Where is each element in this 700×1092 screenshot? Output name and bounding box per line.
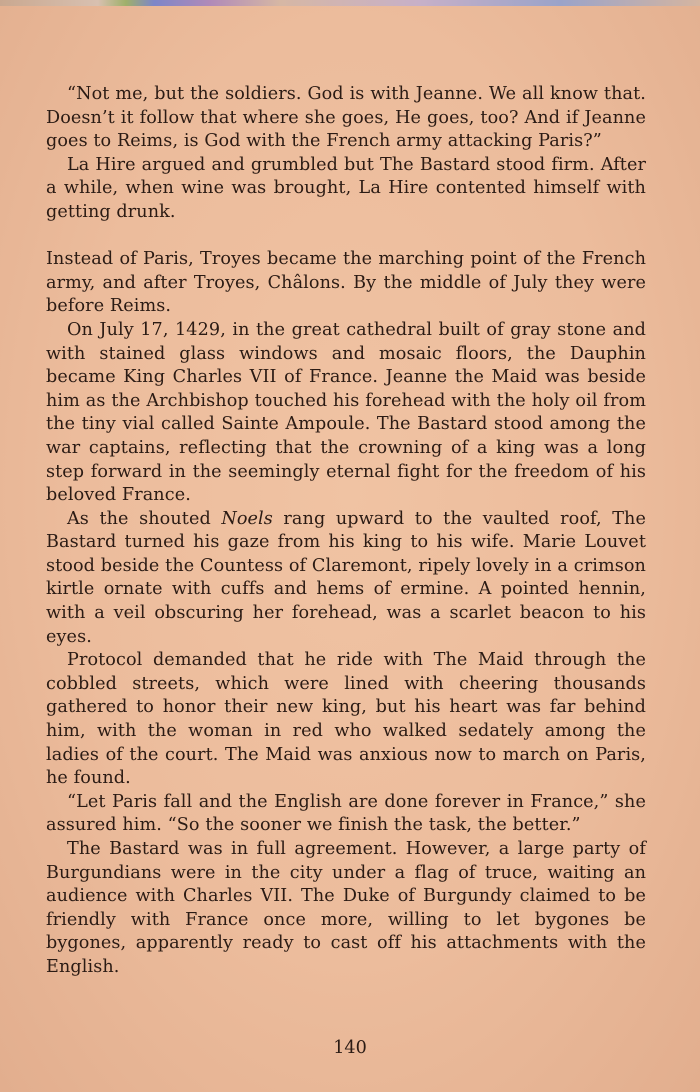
scan-edge-strip [0, 0, 700, 6]
paragraph: “Let Paris fall and the English are done forever in France,” she assured him. “So the sooner we finish the task, the better.” [46, 791, 646, 836]
paragraph: La Hire argued and grumbled but The Bastard stood firm. After a while, when wine was brought, La Hire contented himself with getting drunk. [46, 154, 646, 222]
noels-after: rang upward to the vaulted roof, The Bastard turned his gaze from his king to his wife. Marie Louvet stood beside the Countess of Claremont, ripely lovely in a crimson kirtle ornate with cuffs and hems of ermine. A pointed hennin, with a veil obscuring her forehead, was a scarlet beacon to his eyes. [46, 508, 647, 647]
paragraph: Instead of Paris, Troyes became the marching point of the French army, and after Troyes, Châlons. By the middle of July they were before Reims. [46, 249, 646, 317]
noels-italic: Noels [221, 508, 273, 529]
paragraph: On July 17, 1429, in the great cathedral built of gray stone and with stained glass windows and mosaic floors, the Dauphin became King Charles VII of France. Jeanne the Maid was beside him as the Archbishop touched his forehead with the holy oil from the tiny vial called Sainte Ampoule. The Bastard stood among the war captains, reflecting that the crowning of a king was a long step forward in the seemingly eternal fight for the freedom of his beloved France. [46, 319, 646, 506]
paragraph: The Bastard was in full agreement. However, a large party of Burgundians were in the city under a flag of truce, waiting an audience with Charles VII. The Duke of Burgundy claimed to be friendly with France once more, willing to let bygones be bygones, apparently ready to cast off his attachments with the English. [46, 839, 646, 977]
paragraph: Protocol demanded that he ride with The Maid through the cobbled streets, which were lined with cheering thousands gathered to honor their new king, but his heart was far behind him, with the woman in red who walked sedately among the ladies of the court. The Maid was anxious now to march on Paris, he found. [46, 650, 646, 789]
page-number: 140 [333, 1038, 367, 1058]
paragraph: “Not me, but the soldiers. God is with Jeanne. We all know that. Doesn’t it follow that where she goes, He goes, too? And if Jeanne goes to Reims, is God with the French army attacking Paris?” [46, 84, 646, 152]
noels-before: As the shouted [67, 508, 222, 529]
paragraph-noels [46, 508, 646, 650]
body-text [46, 83, 646, 980]
